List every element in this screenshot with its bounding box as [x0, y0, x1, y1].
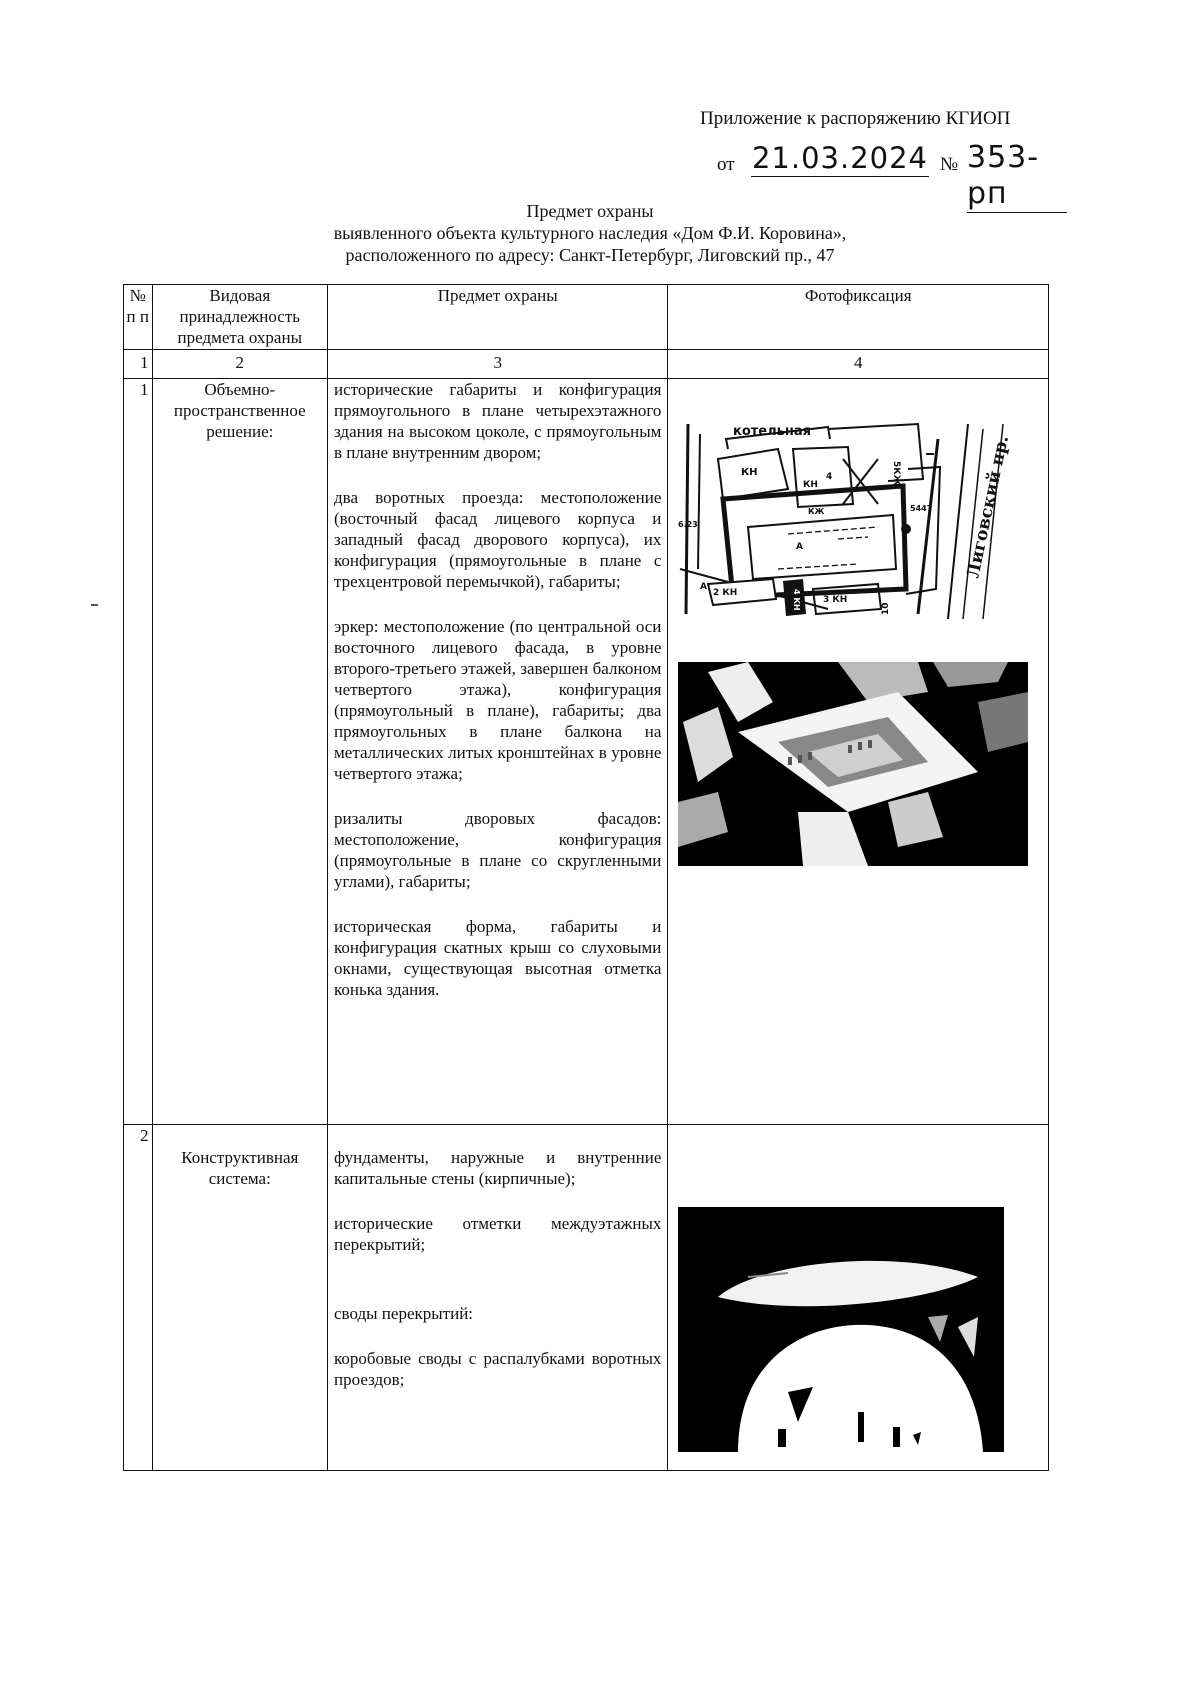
site-plan-image: [678, 419, 1018, 619]
map-label-kzh: КЖ: [808, 507, 825, 516]
header-kind: Видовая принадлежность предмета охраны: [152, 285, 327, 350]
table-row: [124, 1125, 1049, 1471]
subject-item: исторические габариты и конфигурация прямоугольного в плане четырехэтажного здания на высоком цоколе, с прямоугольным в плане внутренним двором;: [334, 380, 662, 462]
subject-item: историческая форма, габариты и конфигурация скатных крыш со слуховыми окнами, существующая высотная отметка конька здания.: [334, 917, 662, 999]
col-number: 2: [152, 350, 327, 379]
appendix-note: Приложение к распоряжению КГИОП: [700, 108, 1011, 129]
heading-line-1: Предмет охраны: [526, 201, 654, 221]
map-label-3kn: 3 КН: [823, 595, 848, 605]
column-number-row: [124, 350, 1049, 379]
map-label-a: А: [700, 582, 708, 592]
map-label-4kn: 4 КН: [792, 589, 802, 611]
map-label-5kzh: 5КЖ: [891, 461, 902, 486]
protection-subject-table: [123, 284, 1049, 1471]
map-label-6-23: 6.23: [678, 520, 699, 529]
col-number: 4: [668, 350, 1049, 379]
heading-line-3: расположенного по адресу: Санкт-Петербург, Лиговский пр., 47: [345, 245, 835, 265]
map-label-a: А: [796, 542, 804, 552]
col-number: 3: [328, 350, 668, 379]
row-photos: [668, 379, 1049, 1125]
row-kind-text: Конструктивная система:: [181, 1148, 299, 1188]
col-number: 1: [124, 350, 153, 379]
subject-item: своды перекрытий:: [334, 1304, 474, 1323]
number-sign: №: [940, 154, 959, 175]
map-label-10: 10: [881, 602, 892, 615]
map-label-2kn: 2 КН: [713, 588, 738, 598]
header-subject: Предмет охраны: [328, 285, 668, 350]
header-no: № п п: [124, 285, 153, 350]
order-reference: [715, 140, 1155, 211]
row-kind: [152, 1125, 327, 1471]
map-label-4: 4: [826, 472, 833, 482]
row-number: 2: [124, 1125, 153, 1471]
heading-line-2: выявленного объекта культурного наследия «Дом Ф.И. Коровина»,: [333, 223, 847, 243]
table-row: [124, 379, 1049, 1125]
row-number: 1: [124, 379, 153, 1125]
row-photos: [668, 1125, 1049, 1471]
map-label-kn: КН: [803, 480, 819, 490]
subject-item: коробовые своды с распалубками воротных проездов;: [334, 1349, 662, 1389]
aerial-photo: [678, 662, 1028, 866]
aerial-photo-image: [678, 662, 1028, 866]
vault-photo: [678, 1207, 1004, 1452]
date-prefix: от: [717, 154, 735, 175]
table-header-row: [124, 285, 1049, 350]
subject-item: фундаменты, наружные и внутренние капитальные стены (кирпичные);: [334, 1148, 662, 1188]
row-kind: Объемно-пространственное решение:: [152, 379, 327, 1125]
header-photo: Фотофиксация: [668, 285, 1049, 350]
subject-item: эркер: местоположение (по центральной оси восточного лицевого фасада, в уровне второго-третьего этажей, завершен балконом четвертого этажа), конфигурация (прямоугольный в плане), габариты; два прямоугольных в плане балкона на металлических литых кронштейнах в уровне четвертого этажа;: [334, 617, 662, 783]
row-subject: [328, 379, 668, 1125]
subject-item: исторические отметки междуэтажных перекрытий;: [334, 1214, 662, 1254]
row-subject: [328, 1125, 668, 1471]
map-label-boiler: котельная: [733, 424, 812, 439]
order-date: 21.03.2024: [751, 141, 929, 175]
map-label-kn: КН: [741, 467, 758, 478]
subject-item: два воротных проезда: местоположение (восточный фасад лицевого корпуса и западный фасад дворового корпуса), их конфигурация (прямоугольные в плане с трехцентровой перемычкой), габариты;: [334, 488, 662, 591]
document-heading: [300, 200, 880, 266]
map-label-5447: 5447: [910, 504, 933, 513]
order-number: 353-рп: [967, 140, 1067, 213]
map-street-name: Лиговский пр.: [963, 433, 1014, 581]
vault-photo-image: [678, 1207, 1004, 1452]
site-plan-drawing: [678, 419, 1018, 619]
subject-item: ризалиты дворовых фасадов: местоположение, конфигурация (прямоугольные в плане со скругленными углами), габариты;: [334, 809, 662, 891]
scan-speck: [91, 604, 98, 606]
